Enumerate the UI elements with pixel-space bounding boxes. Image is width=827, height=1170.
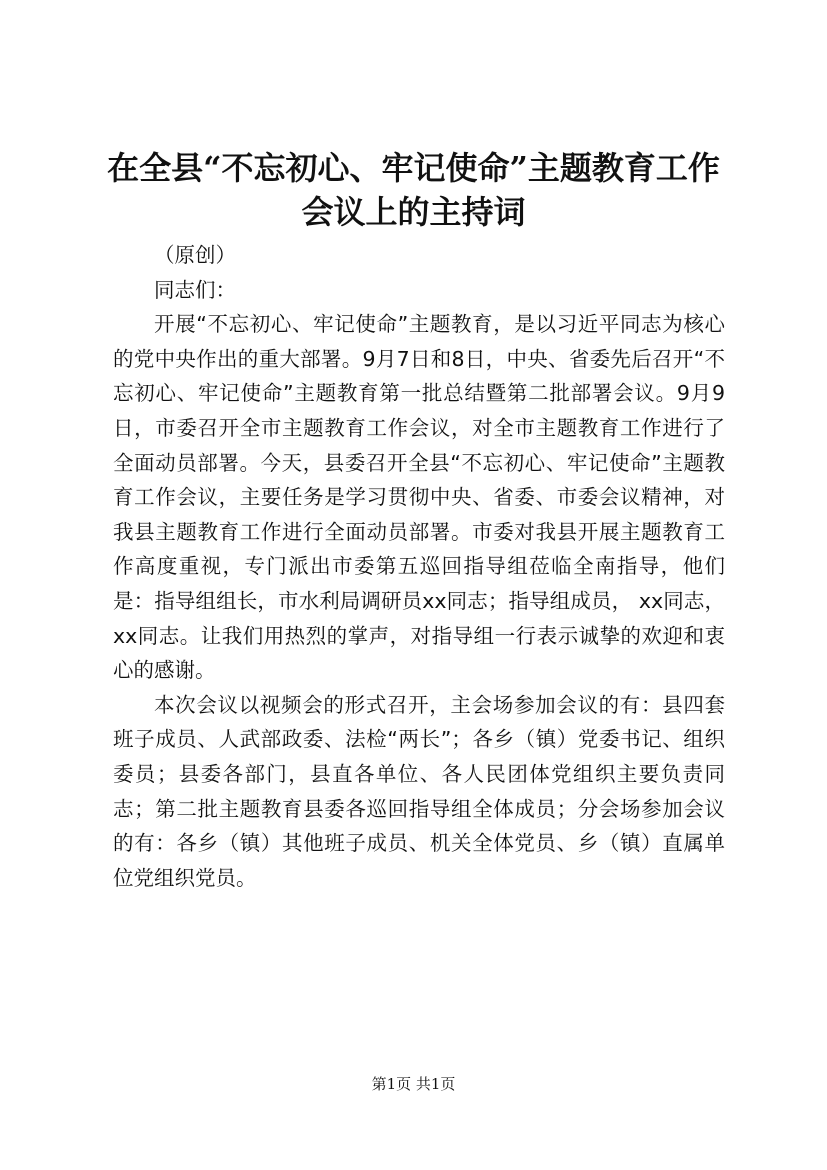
paragraph-salutation: 同志们： (154, 277, 236, 302)
paragraph-original-note: （原创） (154, 243, 236, 267)
document-title-line-2: 会议上的主持词 (301, 193, 526, 231)
document-body (113, 238, 725, 895)
page-footer: 第1页 共1页 (371, 1075, 456, 1093)
paragraph-intro: 开展“不忘初心、牢记使命”主题教育，是以习近平同志为核心的党中央作出的重大部署。9月7日和8日，中央、省委先后召开“不忘初心、牢记使命”主题教育第一批总结暨第二批部署会议。9月9日，市委召开全市主题教育工作会议，对全市主题教育工作进行了全面动员部署。今天，县委召开全县“不忘初心、牢记使命”主题教育工作会议，主要任务是学习贯彻中央、省委、市委会议精神，对我县主题教育工作进行全面动员部署。市委对我县开展主题教育工作高度重视，专门派出市委第五巡回指导组莅临全南指导，他们是：指导组组长，市水利局调研员xx同志；指导组成员， xx同志， xx同志。让我们用热烈的掌声，对指导组一行表示诚挚的欢迎和衷心的感谢。 (113, 312, 725, 683)
document-title-line-1: 在全县“不忘初心、牢记使命”主题教育工作 (107, 149, 720, 187)
paragraph-attendees: 本次会议以视频会的形式召开，主会场参加会议的有：县四套班子成员、人武部政委、法检“两长”；各乡（镇）党委书记、组织委员；县委各部门，县直各单位、各人民团体党组织主要负责同志；第二批主题教育县委各巡回指导组全体成员；分会场参加会议的有：各乡（镇）其他班子成员、机关全体党员、乡（镇）直属单位党组织党员。 (113, 692, 725, 890)
